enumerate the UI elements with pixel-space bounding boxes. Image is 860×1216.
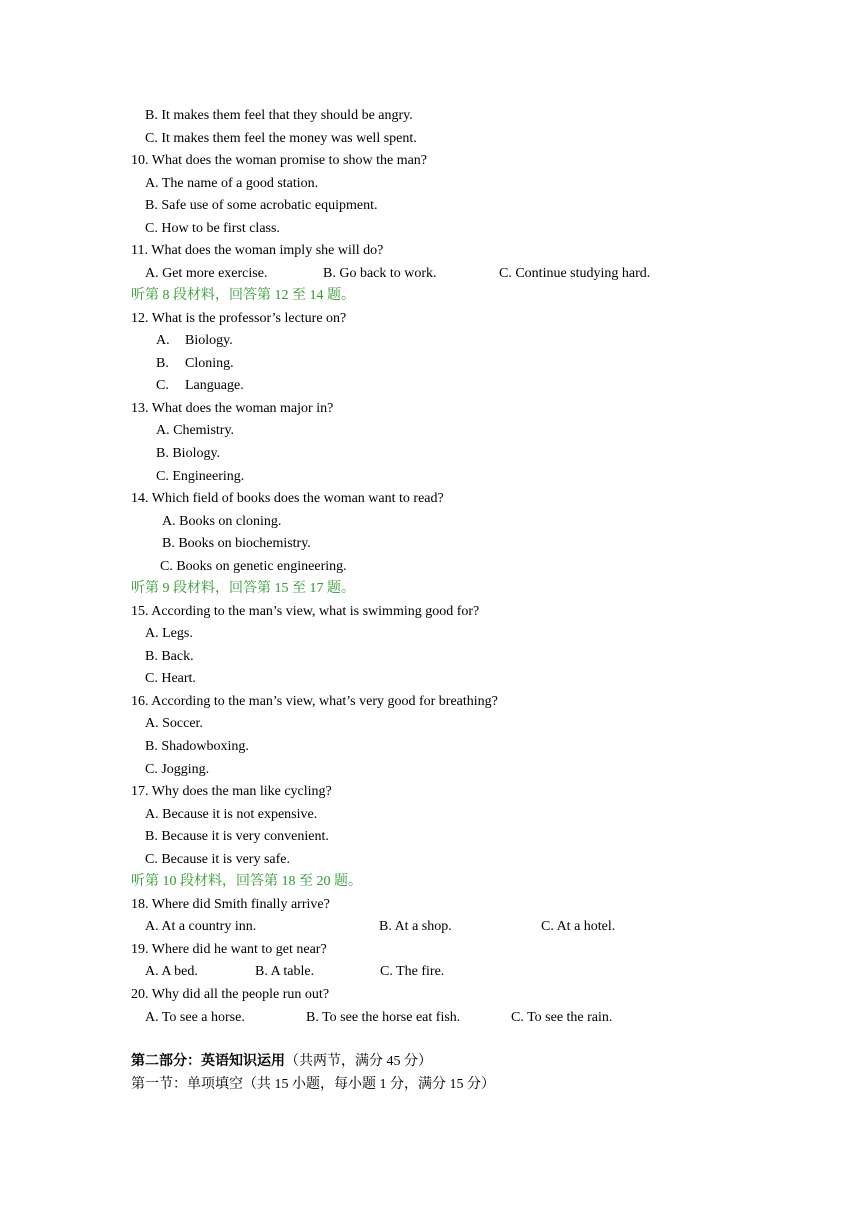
q20-option-a: A. To see a horse. bbox=[145, 1010, 245, 1025]
part2-heading bbox=[131, 1053, 432, 1071]
q16-option-b: B. Shadowboxing. bbox=[145, 739, 249, 754]
q13-option-c: C. Engineering. bbox=[156, 469, 245, 484]
q12-option-b-text: Cloning. bbox=[185, 356, 234, 371]
q17-stem: 17. Why does the man like cycling? bbox=[131, 784, 332, 799]
part2-title-bold: 第二部分：英语知识运用 bbox=[131, 1054, 285, 1069]
q15-option-b: B. Back. bbox=[145, 649, 194, 664]
q18-option-c: C. At a hotel. bbox=[541, 919, 616, 934]
q18-stem: 18. Where did Smith finally arrive? bbox=[131, 897, 330, 912]
q10-option-c: C. How to be first class. bbox=[145, 221, 280, 236]
q14-stem: 14. Which field of books does the woman want to read? bbox=[131, 491, 444, 506]
q19-stem: 19. Where did he want to get near? bbox=[131, 942, 327, 957]
q17-option-b: B. Because it is very convenient. bbox=[145, 829, 329, 844]
q12-option-c-text: Language. bbox=[185, 378, 244, 393]
q13-stem: 13. What does the woman major in? bbox=[131, 401, 334, 416]
q16-stem: 16. According to the man’s view, what’s very good for breathing? bbox=[131, 694, 498, 709]
q14-option-a: A. Books on cloning. bbox=[162, 514, 282, 529]
q18-option-a: A. At a country inn. bbox=[145, 919, 257, 934]
q12-option-c-letter: C. bbox=[156, 378, 169, 393]
q12-option-b-letter: B. bbox=[156, 356, 169, 371]
q19-option-a: A. A bed. bbox=[145, 964, 198, 979]
q12-option-a-letter: A. bbox=[156, 333, 170, 348]
q9-option-c: C. It makes them feel the money was well spent. bbox=[145, 131, 417, 146]
q18-option-b: B. At a shop. bbox=[379, 919, 452, 934]
q10-stem: 10. What does the woman promise to show the man? bbox=[131, 153, 428, 168]
q14-option-b: B. Books on biochemistry. bbox=[162, 536, 311, 551]
q11-stem: 11. What does the woman imply she will do? bbox=[131, 243, 384, 258]
q16-option-a: A. Soccer. bbox=[145, 716, 203, 731]
q10-option-b: B. Safe use of some acrobatic equipment. bbox=[145, 198, 378, 213]
q15-option-a: A. Legs. bbox=[145, 626, 193, 641]
section-header-10: 听第 10 段材料，回答第 18 至 20 题。 bbox=[131, 874, 362, 889]
q20-option-c: C. To see the rain. bbox=[511, 1010, 613, 1025]
q13-option-b: B. Biology. bbox=[156, 446, 221, 461]
q17-option-a: A. Because it is not expensive. bbox=[145, 807, 318, 822]
section-header-8: 听第 8 段材料，回答第 12 至 14 题。 bbox=[131, 288, 355, 303]
q12-option-a-text: Biology. bbox=[185, 333, 233, 348]
q15-option-c: C. Heart. bbox=[145, 671, 196, 686]
q11-option-b: B. Go back to work. bbox=[323, 266, 437, 281]
q11-option-c: C. Continue studying hard. bbox=[499, 266, 651, 281]
q15-stem: 15. According to the man’s view, what is swimming good for? bbox=[131, 604, 480, 619]
q19-option-c: C. The fire. bbox=[380, 964, 445, 979]
q20-stem: 20. Why did all the people run out? bbox=[131, 987, 330, 1002]
q10-option-a: A. The name of a good station. bbox=[145, 176, 319, 191]
q16-option-c: C. Jogging. bbox=[145, 762, 210, 777]
part2-section1-heading: 第一节：单项填空（共 15 小题，每小题 1 分，满分 15 分） bbox=[131, 1077, 495, 1092]
q20-option-b: B. To see the horse eat fish. bbox=[306, 1010, 461, 1025]
q13-option-a: A. Chemistry. bbox=[156, 423, 235, 438]
q17-option-c: C. Because it is very safe. bbox=[145, 852, 291, 867]
q12-stem: 12. What is the professor’s lecture on? bbox=[131, 311, 347, 326]
q11-option-a: A. Get more exercise. bbox=[145, 266, 268, 281]
q9-option-b: B. It makes them feel that they should be angry. bbox=[145, 108, 413, 123]
q19-option-b: B. A table. bbox=[255, 964, 315, 979]
q14-option-c: C. Books on genetic engineering. bbox=[160, 559, 347, 574]
section-header-9: 听第 9 段材料，回答第 15 至 17 题。 bbox=[131, 581, 355, 596]
part2-title-rest: （共两节，满分 45 分） bbox=[285, 1054, 432, 1069]
